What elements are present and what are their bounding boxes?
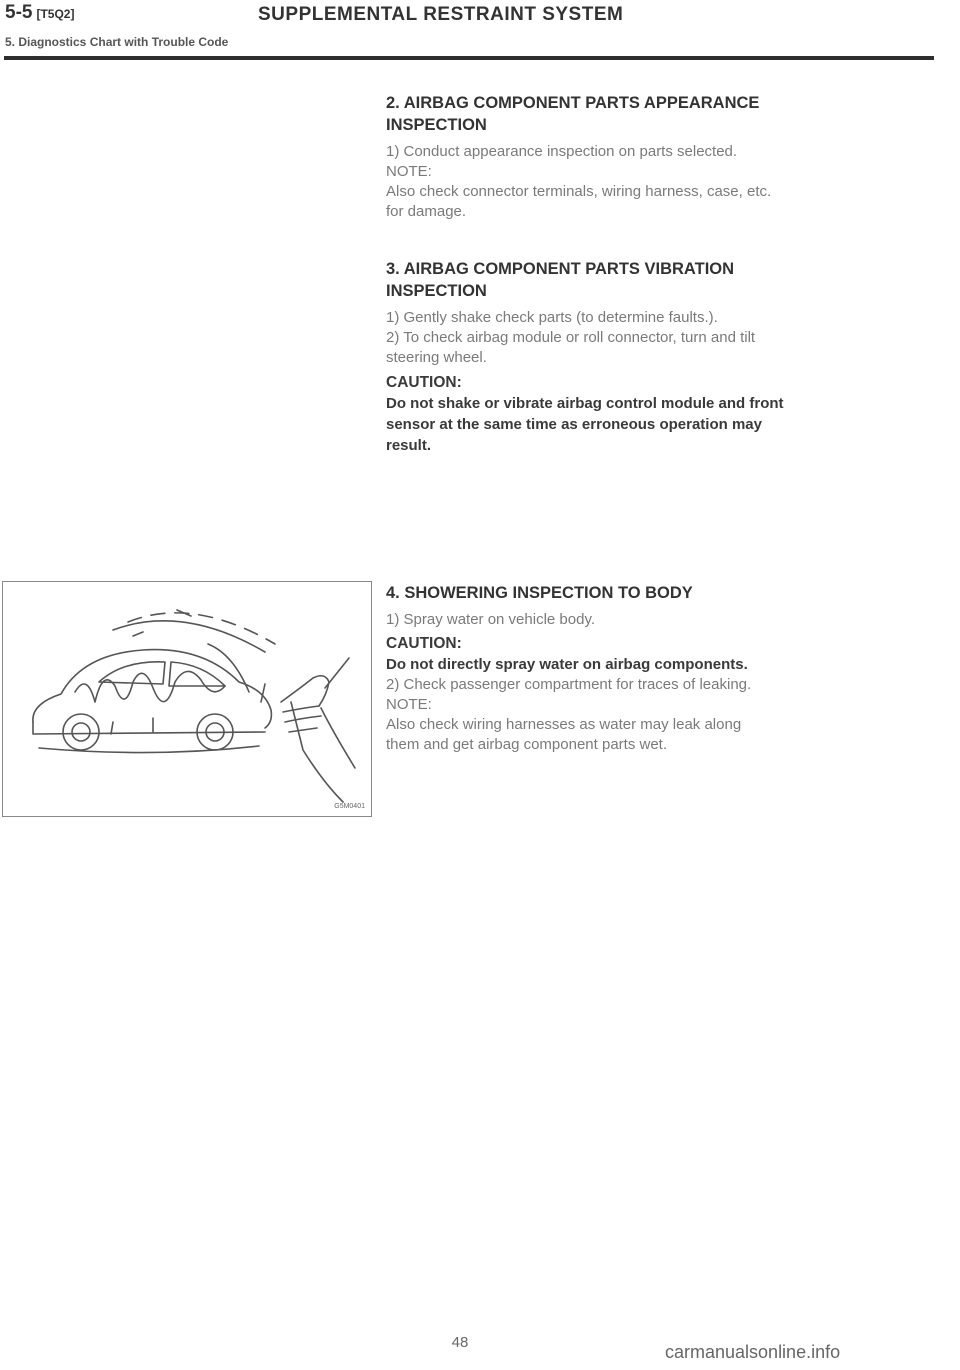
section-4-step-1: 1) Spray water on vehicle body. bbox=[386, 611, 595, 628]
section-3-heading-line2: INSPECTION bbox=[386, 282, 487, 300]
section-3-caution-label: CAUTION: bbox=[386, 374, 462, 391]
section-3-caution-line1: Do not shake or vibrate airbag control module and front bbox=[386, 395, 784, 412]
section-4-caution-text: Do not directly spray water on airbag components. bbox=[386, 656, 748, 673]
section-appearance-inspection bbox=[386, 92, 934, 222]
section-4-note-line1: Also check wiring harnesses as water may leak along bbox=[386, 716, 742, 733]
section-2-note-label: NOTE: bbox=[386, 163, 432, 180]
watermark: carmanualsonline.info bbox=[665, 1342, 841, 1362]
section-4-note-label: NOTE: bbox=[386, 696, 432, 713]
page-code: [T5Q2] bbox=[36, 7, 75, 21]
section-2-note-line2: for damage. bbox=[386, 203, 467, 220]
section-4-heading: 4. SHOWERING INSPECTION TO BODY bbox=[386, 584, 693, 602]
section-3-heading-line1: 3. AIRBAG COMPONENT PARTS VIBRATION bbox=[386, 260, 735, 278]
section-4-note-line2: them and get airbag component parts wet. bbox=[386, 736, 668, 753]
chapter-title: SUPPLEMENTAL RESTRAINT SYSTEM bbox=[258, 4, 624, 25]
section-3-step-2-line2: steering wheel. bbox=[386, 349, 487, 366]
water-spray-figure bbox=[2, 581, 372, 817]
section-2-heading-line2: INSPECTION bbox=[386, 116, 487, 134]
section-2-step-1: 1) Conduct appearance inspection on parts selected. bbox=[386, 143, 738, 160]
section-4-step-2: 2) Check passenger compartment for traces of leaking. bbox=[386, 676, 752, 693]
section-3-step-1: 1) Gently shake check parts (to determine faults.). bbox=[386, 309, 718, 326]
section-3-caution-line2: sensor at the same time as erroneous operation may bbox=[386, 416, 762, 433]
section-2-note-line1: Also check connector terminals, wiring harness, case, etc. bbox=[386, 183, 772, 200]
page-id bbox=[5, 2, 74, 24]
chapter-subtitle: 5. Diagnostics Chart with Trouble Code bbox=[5, 35, 229, 49]
section-3-step-2-line1: 2) To check airbag module or roll connector, turn and tilt bbox=[386, 329, 756, 346]
page-id-number: 5-5 bbox=[5, 2, 33, 23]
header-rule bbox=[4, 56, 934, 60]
section-3-caution-line3: result. bbox=[386, 437, 432, 454]
car-shower-illustration bbox=[3, 582, 371, 816]
section-showering-inspection bbox=[386, 582, 934, 755]
section-2-heading-line1: 2. AIRBAG COMPONENT PARTS APPEARANCE bbox=[386, 94, 760, 112]
figure-code: G5M0401 bbox=[334, 803, 365, 810]
section-4-caution-label: CAUTION: bbox=[386, 635, 462, 652]
section-vibration-inspection bbox=[386, 258, 934, 456]
page-number: 48 bbox=[451, 1334, 469, 1351]
